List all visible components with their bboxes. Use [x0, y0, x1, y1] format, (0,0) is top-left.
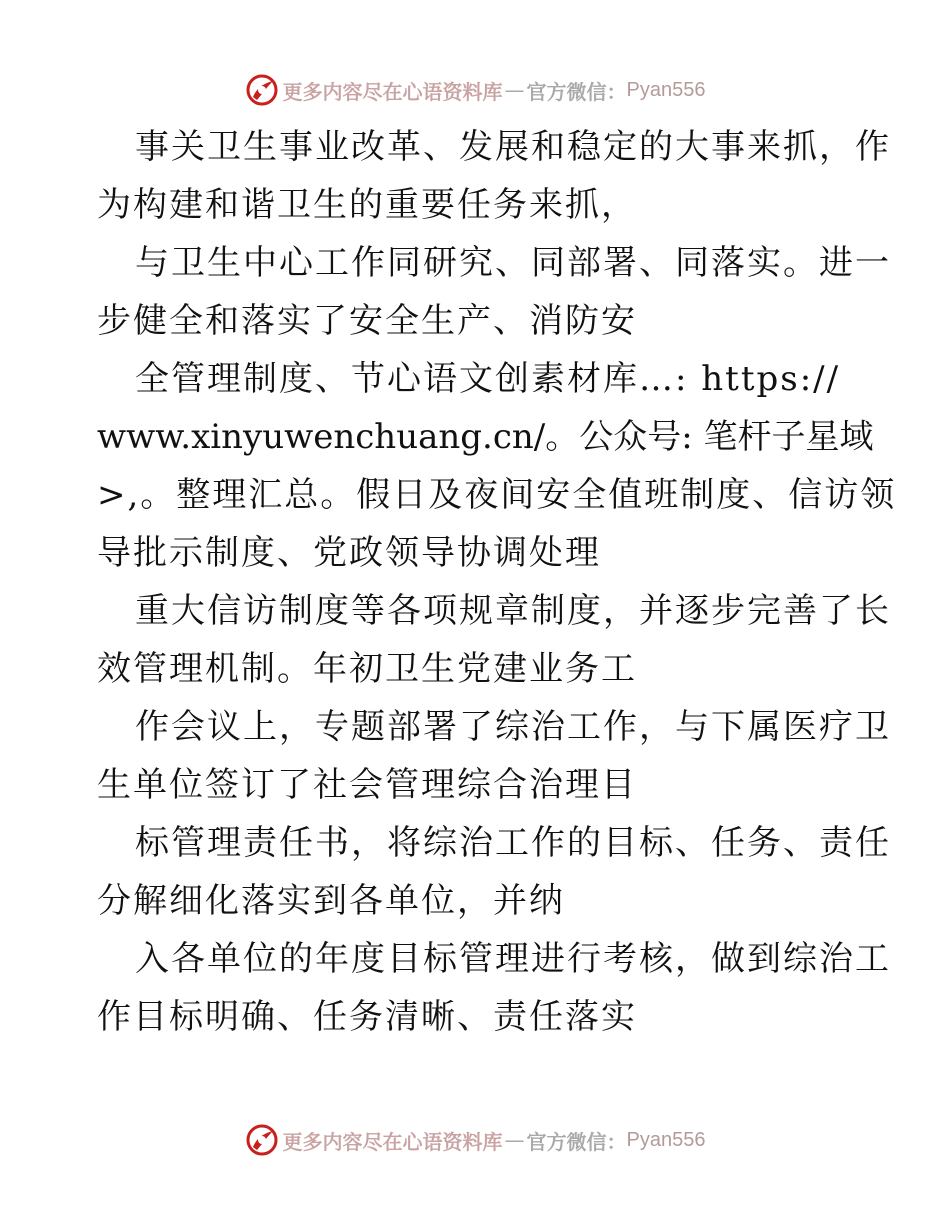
text-line: 导批示制度、党政领导协调处理: [97, 533, 601, 573]
text-line: 全管理制度、节心语文创素材库…: https://: [135, 359, 841, 399]
text-line: 效管理机制。年初卫生党建业务工: [97, 649, 637, 689]
banner-separator: —: [504, 78, 525, 102]
text-line: 分解细化落实到各单位，并纳: [97, 881, 565, 921]
text-line: 作会议上，专题部署了综治工作，与下属医疗卫: [135, 707, 891, 747]
header-watermark: [0, 70, 950, 110]
text-line: 重大信访制度等各项规章制度，并逐步完善了长: [135, 591, 891, 631]
banner-main-text: 更多内容尽在心语资料库: [282, 1129, 503, 1154]
text-line: 标管理责任书，将综治工作的目标、任务、责任: [135, 823, 891, 863]
banner-account: Pyan556: [626, 1128, 706, 1151]
text-line: 事关卫生事业改革、发展和稳定的大事来抓，作: [135, 127, 891, 167]
banner-official-label: 官方微信：: [526, 79, 627, 104]
text-line: 作目标明确、任务清晰、责任落实: [97, 997, 637, 1037]
red-ribbon-logo-icon: [245, 73, 279, 107]
red-ribbon-logo-icon: [245, 1123, 279, 1157]
banner-official-label: 官方微信：: [526, 1129, 627, 1154]
banner-separator: —: [504, 1128, 525, 1152]
text-line: 入各单位的年度目标管理进行考核，做到综治工: [135, 939, 891, 979]
text-line: >,。整理汇总。假日及夜间安全值班制度、信访领: [97, 475, 897, 515]
text-line: 步健全和落实了安全生产、消防安: [97, 301, 637, 341]
document-body: [97, 118, 897, 1046]
text-line: www.xinyuwenchuang.cn/。公众号: 笔杆子星域: [97, 417, 874, 457]
footer-watermark: [0, 1120, 950, 1160]
text-line: 为构建和谐卫生的重要任务来抓，: [97, 185, 637, 225]
banner-account: Pyan556: [626, 78, 706, 101]
text-line: 生单位签订了社会管理综合治理目: [97, 765, 637, 805]
banner-main-text: 更多内容尽在心语资料库: [282, 79, 503, 104]
text-line: 与卫生中心工作同研究、同部署、同落实。进一: [135, 243, 891, 283]
